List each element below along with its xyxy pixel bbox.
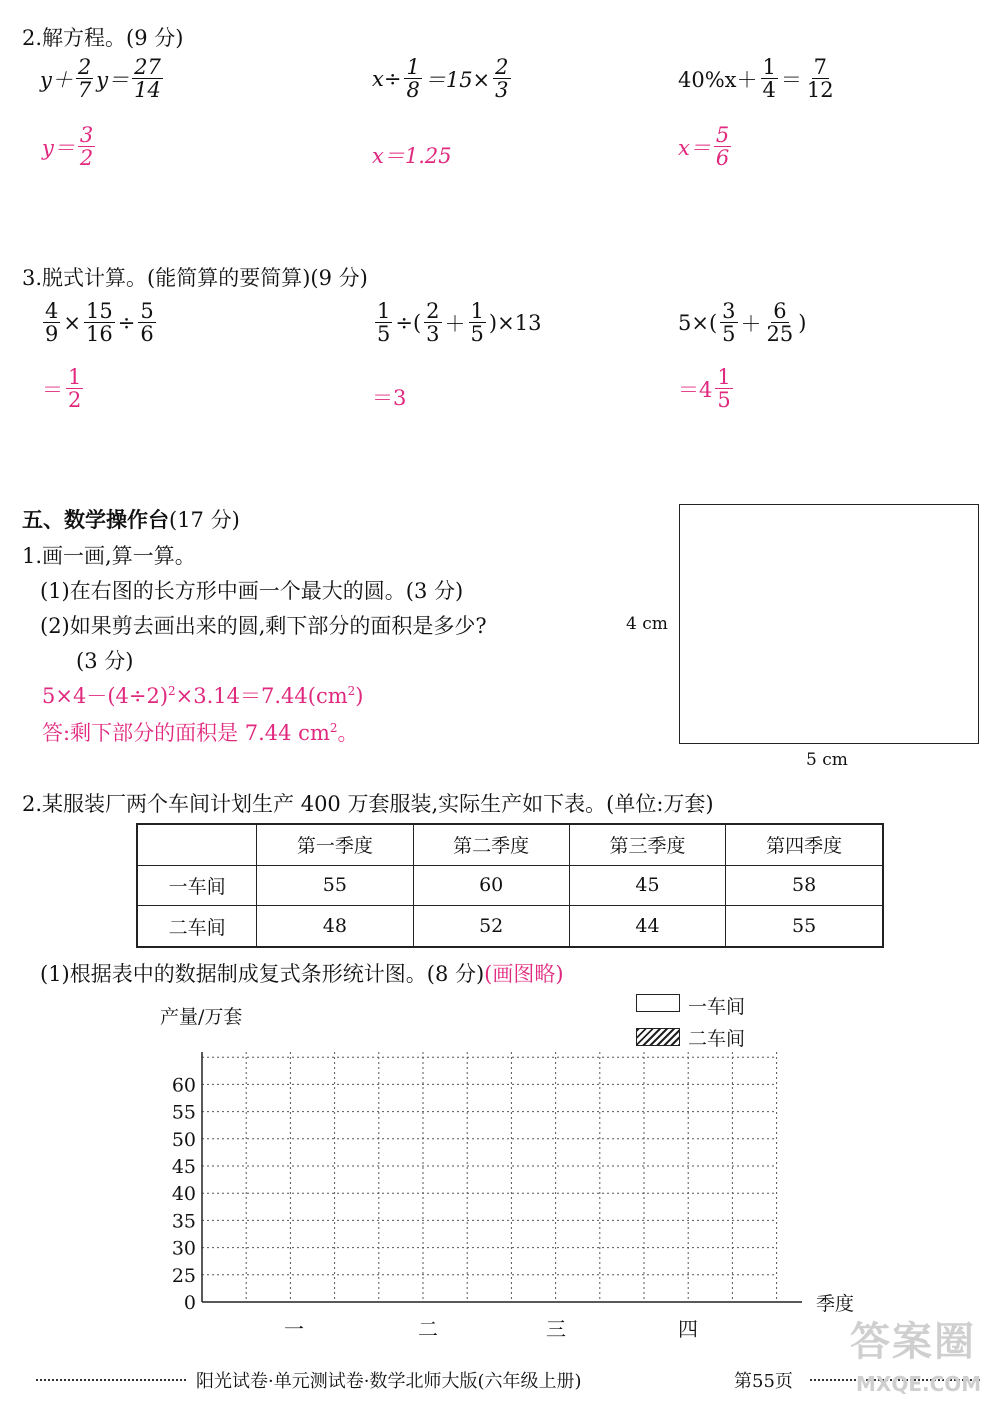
- section2-title: 2.解方程。(9 分): [22, 26, 184, 50]
- question-1-part-1: (1)在右图的长方形中画一个最大的圆。(3 分): [40, 579, 464, 603]
- answer-sentence: 答:剩下部分的面积是 7.44 $cm^2$。: [42, 721, 359, 745]
- x-category-label: 二: [418, 1317, 438, 1341]
- y-tick-label: 50: [171, 1128, 196, 1151]
- table-header-cell: 第二季度: [413, 824, 569, 865]
- table-row-label: 一车间: [137, 865, 257, 906]
- answer-expression-3: ＝4 $\frac{1}{5}$: [678, 365, 731, 413]
- table-row: [137, 865, 883, 906]
- expression-3: 5×( $\frac{3}{5}$ ＋ $\frac{6}{25}$ ): [678, 299, 807, 347]
- answer-equation-1: y＝ $\frac{3}{2}$: [42, 123, 94, 171]
- bar-chart-grid: [150, 1040, 870, 1350]
- table-row: [137, 906, 883, 947]
- chart-y-label: 产量/万套: [160, 1006, 243, 1028]
- expression-1: $\frac{4}{9}$ × $\frac{15}{16}$ ÷ $\frac{5}{6}$: [45, 299, 154, 347]
- equation-2: x÷ $\frac{1}{8}$ ＝15× $\frac{2}{3}$: [372, 55, 509, 103]
- x-category-label: 一: [284, 1317, 304, 1341]
- table-header-cell: 第一季度: [257, 824, 413, 865]
- watermark-text: 答案圈: [850, 1319, 976, 1365]
- production-table: [136, 823, 884, 948]
- footer-text: 阳光试卷·单元测试卷·数学北师大版(六年级上册): [196, 1371, 582, 1392]
- question-2-part-1-answer: (画图略): [484, 962, 564, 986]
- y-tick-label: 35: [171, 1210, 196, 1233]
- expression-2: $\frac{1}{5}$ ÷( $\frac{2}{3}$ ＋ $\frac{1}{5}$ )×13: [377, 299, 542, 347]
- table-header-cell: 第四季度: [726, 824, 883, 865]
- footer-rule-left: [36, 1379, 186, 1381]
- table-cell: 45: [569, 865, 725, 906]
- watermark-url: MXQE.COM: [856, 1372, 982, 1396]
- answer-expression-1: ＝ $\frac{1}{2}$: [42, 365, 82, 413]
- y-tick-label: 60: [171, 1074, 196, 1097]
- y-tick-label: 25: [171, 1264, 196, 1287]
- table-cell: 55: [257, 865, 413, 906]
- equation-3: 40%x＋ $\frac{1}{4}$ ＝ $\frac{7}{12}$: [678, 55, 834, 103]
- question-2-title: 2.某服装厂两个车间计划生产 400 万套服装,实际生产如下表。(单位:万套): [22, 792, 714, 816]
- y-tick-label: 40: [171, 1183, 196, 1206]
- rectangle-width-label: 5 cm: [806, 750, 848, 770]
- answer-calculation: $5\times 4-(4\div 2)^2\times 3.14=7.44(cm^2)$: [42, 684, 364, 708]
- table-cell: 55: [726, 906, 883, 947]
- section5-title: 五、数学操作台: [22, 507, 169, 532]
- table-cell: 58: [726, 865, 883, 906]
- answer-equation-2: x＝1.25: [372, 144, 452, 168]
- table-header-cell: [137, 824, 257, 865]
- table-cell: 60: [413, 865, 569, 906]
- question-1: 1.画一画,算一算。: [22, 544, 196, 568]
- table-header-cell: 第三季度: [569, 824, 725, 865]
- x-category-label: 三: [546, 1317, 566, 1341]
- chart-x-label: 季度: [816, 1293, 855, 1315]
- rectangle-figure: [679, 504, 979, 744]
- x-category-label: 四: [678, 1317, 698, 1341]
- table-cell: 44: [569, 906, 725, 947]
- y-tick-label: 30: [171, 1237, 196, 1260]
- footer-page: 第55页: [734, 1371, 793, 1392]
- section5-heading: [22, 504, 240, 534]
- question-2-part-1: (1)根据表中的数据制成复式条形统计图。(8 分)(画图略): [40, 962, 564, 986]
- legend-swatch-plain: [636, 994, 680, 1012]
- table-header-row: [137, 824, 883, 865]
- table-cell: 48: [257, 906, 413, 947]
- section5-score: (17 分): [169, 508, 240, 532]
- table-cell: 52: [413, 906, 569, 947]
- equation-1: y＋ $\frac{2}{7}$ y＝ $\frac{27}{14}$: [40, 55, 161, 103]
- answer-expression-2: ＝3: [372, 386, 407, 410]
- answer-equation-3: x＝ $\frac{5}{6}$: [678, 123, 730, 171]
- rectangle-height-label: 4 cm: [626, 614, 668, 634]
- question-1-part-2-score: (3 分): [76, 649, 134, 673]
- table-row-label: 二车间: [137, 906, 257, 947]
- y-tick-label: 45: [171, 1156, 196, 1178]
- question-1-part-2: (2)如果剪去画出来的圆,剩下部分的面积是多少?: [40, 614, 487, 638]
- y-tick-label: 55: [171, 1101, 196, 1124]
- y-tick-label: 0: [183, 1292, 196, 1314]
- section3-title: 3.脱式计算。(能简算的要简算)(9 分): [22, 266, 368, 290]
